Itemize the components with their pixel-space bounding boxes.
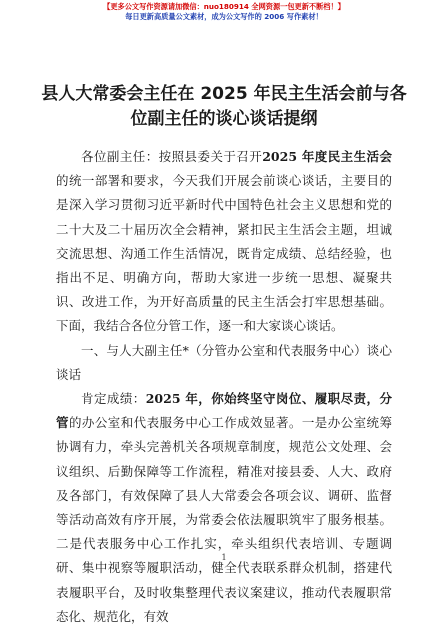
intro-text-a: 各位副主任：按照县委关于召开 (81, 149, 263, 164)
header-banner (0, 2, 448, 22)
paragraph-achievements (56, 387, 392, 629)
page-number: 1 (221, 553, 227, 562)
achievements-label: 肯定成绩： (81, 391, 146, 407)
document-title (40, 82, 408, 132)
paragraph-intro (56, 145, 392, 339)
title-line-1: 县人大常委会主任在 2025 年民主生活会前与各 (41, 84, 407, 104)
achievements-bold: 2025 年，你始终坚守岗位、履职尽责，分管 (56, 391, 392, 431)
banner-line-blue: 每日更新高质量公文素材，成为公文写作的 2006 写作素材！ (125, 12, 323, 21)
banner-line-red: 【更多公文写作资源请加微信：nuo180914 全网资源一包更新不断档！】 (103, 2, 345, 11)
intro-text-c: 的统一部署和要求，今天我们开展会前谈心谈话，主要目的是深入学习贯彻习近平新时代中国特色社会主义思想和党的二十大及二十届历次全会精神，紧扣民主生活会主题，坦诚交流思想、沟通工作生活情况，既肯定成绩、总结经验，也指出不足、明确方向，帮助大家进一步统一思想、凝聚共识、改进工作，为开好高质量的民主生活会打牢思想基础。下面，我结合各位分管工作，逐一和大家谈心谈话。 (56, 173, 392, 334)
section-heading-1: 一、与人大副主任*（分管办公室和代表服务中心）谈心谈话 (56, 342, 392, 382)
intro-text-bold: 2025 年度民主生活会 (262, 149, 392, 164)
achievements-text: 的办公室和代表服务中心工作成效显著。一是办公室统筹协调有力，牵头完善机关各项规章制度，规范公文处理、会议组织、后勤保障等工作流程，精准对接县委、人大、政府及各部门，有效保障了县人大常委会各项会议、调研、监督等活动高效有序开展，为常委会依法履职筑牢了服务根基。二是代表服务中心工作扎实，牵头组织代表培训、专题调研、集中视察等履职活动，健全代表联系群众机制，搭建代表履职平台，及时收集整理代表议案建议，推动代表履职常态化、规范化，有效 (56, 415, 392, 624)
title-line-2: 位副主任的谈心谈话提纲 (130, 109, 318, 129)
